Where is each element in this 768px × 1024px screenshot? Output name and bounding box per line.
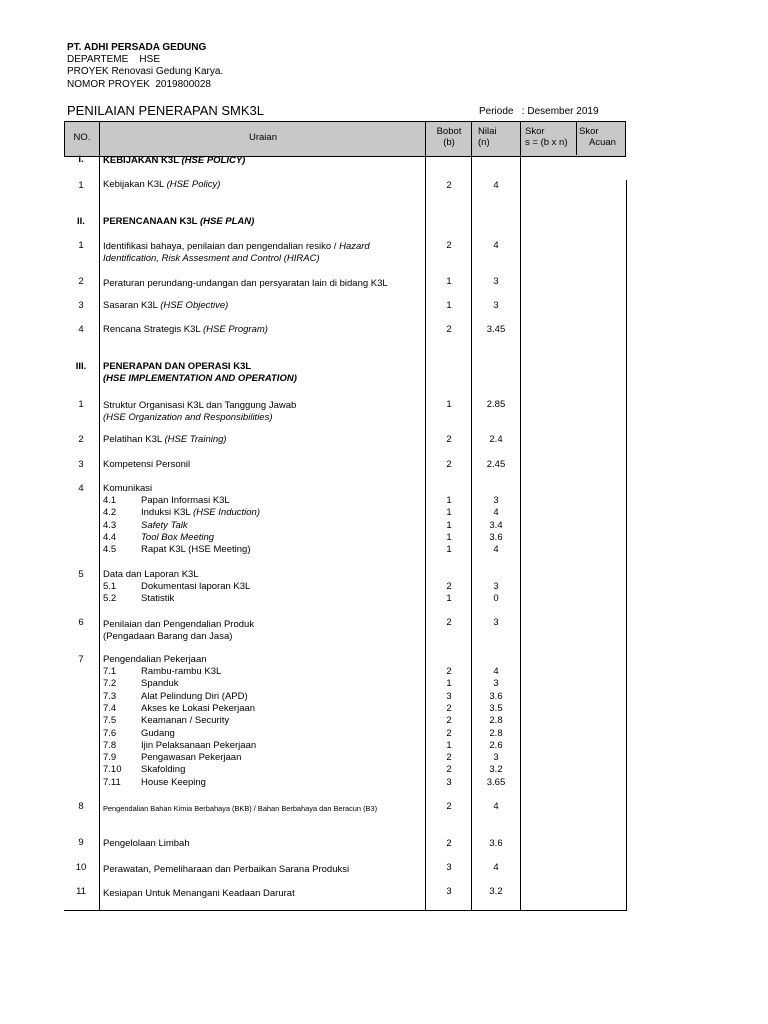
subitem-label: Akses ke Lokasi Pekerjaan (141, 702, 256, 714)
subitem-label: Rapat K3L (HSE Meeting) (141, 544, 251, 556)
row-nilai: 2.45 (486, 459, 506, 470)
row-description: Pengendalian Bahan Kimia Berbahaya (BKB) / Bahan Berbahaya dan Beracun (B3) (103, 804, 378, 813)
subitem-bobot: 3 (446, 690, 452, 702)
row-bobot: 2 (446, 801, 452, 812)
subitem-label: Statistik (141, 593, 175, 605)
subitem-code: 4.4 (103, 531, 117, 543)
section-number: III. (75, 361, 87, 372)
periode: Periode : Desember 2019 (479, 106, 599, 117)
subitem-bobot: 1 (446, 739, 452, 751)
row-nilai: 4 (493, 180, 499, 191)
row-number: 7 (78, 654, 84, 665)
subitem-code: 5.2 (103, 593, 117, 605)
row-number: 10 (75, 862, 87, 873)
subitem-code: 4.5 (103, 544, 117, 556)
subitem-nilai: 3 (493, 495, 499, 506)
header-uraian: Uraian (249, 132, 277, 143)
section-title: PENERAPAN DAN OPERASI K3L (HSE IMPLEMENTATION AND OPERATION) (103, 361, 297, 385)
subitem-code: 4.3 (103, 519, 117, 531)
row-description: Peraturan perundang-undangan dan persyaratan lain di bidang K3L (103, 278, 388, 289)
row-description: Sasaran K3L (HSE Objective) (103, 300, 229, 311)
row-description: Komunikasi (103, 483, 153, 494)
row-number: 1 (78, 399, 84, 410)
subitem-label: House Keeping (141, 776, 206, 788)
row-bobot: 3 (446, 862, 452, 873)
row-nilai: 3.6 (489, 838, 503, 849)
row-number: 3 (78, 459, 84, 470)
row-nilai: 2.4 (489, 434, 503, 445)
row-nilai: 3.45 (486, 324, 506, 335)
row-bobot: 2 (446, 180, 452, 191)
subitem-nilai: 3 (493, 581, 499, 592)
project-number: NOMOR PROYEK 2019800028 (67, 78, 211, 90)
subitem-code: 4.2 (103, 507, 117, 519)
subitem-code: 7.4 (103, 702, 117, 714)
header-skor: Skor s = (b x n) (525, 126, 568, 148)
subitem-nilai: 3.5 (489, 702, 503, 714)
row-description: Pengendalian Pekerjaan (103, 654, 207, 665)
row-description: Kesiapan Untuk Menangani Keadaan Darurat (103, 888, 295, 899)
subitem-code: 7.11 (103, 776, 121, 788)
row-bobot: 2 (446, 324, 452, 335)
subitem-code: 7.10 (103, 764, 122, 776)
row-number: 4 (78, 483, 84, 494)
subitem-code: 7.9 (103, 752, 117, 764)
subitem-label: Safety Talk (141, 519, 188, 531)
subitem-label: Ijin Pelaksanaan Pekerjaan (141, 739, 257, 751)
subitem-nilai: 2.6 (489, 739, 503, 751)
row-number: 11 (76, 886, 86, 897)
header-nilai: Nilai (n) (478, 126, 497, 148)
subitem-nilai: 3.2 (489, 764, 503, 776)
row-number: 3 (78, 300, 84, 311)
row-description: Pengelolaan Limbah (103, 838, 190, 849)
row-description: Data dan Laporan K3L (103, 569, 199, 580)
subitem-label: Keamanan / Security (141, 715, 230, 727)
row-nilai: 2.85 (486, 399, 506, 410)
row-number: 9 (78, 837, 84, 848)
row-number: 2 (78, 276, 84, 287)
subitem-bobot: 1 (446, 507, 452, 519)
subitem-bobot: 1 (446, 531, 452, 543)
row-nilai: 3.2 (489, 886, 503, 897)
subitem-bobot: 2 (446, 702, 452, 714)
section-title: PERENCANAAN K3L (HSE PLAN) (103, 216, 255, 227)
subitem-nilai: 3.6 (489, 690, 503, 702)
row-number: 1 (78, 240, 84, 251)
row-nilai: 3 (493, 617, 499, 628)
subitem-label: Alat Pelindung Diri (APD) (141, 690, 248, 702)
subitem-bobot: 2 (446, 727, 452, 739)
company-header (67, 42, 223, 91)
subitem-code: 5.1 (103, 581, 117, 592)
subitem-label: Pengawasan Pekerjaan (141, 752, 242, 764)
subitem-nilai: 2.8 (489, 715, 503, 727)
subitem-bobot: 1 (446, 593, 452, 605)
row-bobot: 1 (446, 276, 452, 287)
col-divider (520, 121, 521, 911)
subitem-nilai: 0 (493, 593, 499, 605)
page-title: PENILAIAN PENERAPAN SMK3L (67, 103, 264, 118)
subitem-code: 7.1 (103, 666, 117, 677)
row-description: Kebijakan K3L (HSE Policy) (103, 179, 221, 190)
subitem-label: Spanduk (141, 678, 179, 690)
subitem-code: 7.5 (103, 715, 117, 727)
row-description: Perawatan, Pemeliharaan dan Perbaikan Sarana Produksi (103, 864, 350, 875)
company-name: PT. ADHI PERSADA GEDUNG (67, 42, 207, 53)
row-description: Penilaian dan Pengendalian Produk (Pengadaan Barang dan Jasa) (103, 619, 255, 643)
subitem-nilai: 3.4 (489, 519, 503, 531)
subitem-bobot: 2 (446, 752, 452, 764)
subitem-label: Dokumentasi laporan K3L (141, 581, 251, 592)
row-nilai: 4 (493, 862, 499, 873)
row-description: Kompetensi Personil (103, 459, 191, 470)
subitem-nilai: 4 (493, 507, 499, 519)
subitem-code: 7.6 (103, 727, 117, 739)
subitem-nilai: 3 (493, 752, 499, 764)
subitem-bobot: 1 (446, 544, 452, 556)
subitem-code: 7.8 (103, 739, 117, 751)
row-bobot: 2 (446, 617, 452, 628)
subitem-nilai: 2.8 (489, 727, 503, 739)
row-bobot: 2 (446, 240, 452, 251)
row-nilai: 4 (493, 240, 499, 251)
table-bottom (64, 910, 626, 911)
subitem-code: 7.2 (103, 678, 117, 690)
subitem-bobot: 3 (446, 776, 452, 788)
header-bobot: Bobot (b) (436, 126, 462, 148)
row-bobot: 2 (446, 434, 452, 445)
subitem-bobot: 1 (446, 495, 452, 506)
subitem-label: Induksi K3L (HSE Induction) (141, 507, 260, 519)
row-number: 5 (78, 569, 84, 580)
subitem-nilai: 3.6 (489, 531, 503, 543)
subitem-nilai: 3.65 (486, 776, 506, 788)
header-no: NO. (73, 132, 91, 143)
subitem-label: Gudang (141, 727, 175, 739)
col-divider (99, 121, 100, 911)
subitem-bobot: 2 (446, 764, 452, 776)
subitem-nilai: 3 (493, 678, 499, 690)
subitem-nilai: 4 (493, 544, 499, 556)
subitem-nilai: 4 (493, 666, 499, 677)
subitem-code: 7.3 (103, 690, 117, 702)
row-bobot: 2 (446, 459, 452, 470)
subitem-bobot: 1 (446, 519, 452, 531)
row-bobot: 1 (446, 399, 452, 410)
row-number: 1 (78, 180, 84, 191)
subitem-label: Rambu-rambu K3L (141, 666, 222, 677)
project-name: PROYEK Renovasi Gedung Karya. (67, 66, 224, 78)
subitem-label: Papan Informasi K3L (141, 495, 230, 506)
subitem-bobot: 2 (446, 666, 452, 677)
section-title: KEBIJAKAN K3L (HSE POLICY) (103, 155, 246, 166)
subitem-bobot: 2 (446, 715, 452, 727)
subitem-label: Tool Box Meeting (141, 531, 215, 543)
row-description: Struktur Organisasi K3L dan Tanggung Jawab (HSE Organization and Responsibilities) (103, 400, 297, 424)
row-number: 2 (78, 434, 84, 445)
section-number: II. (77, 216, 85, 227)
row-number: 6 (78, 617, 84, 628)
subitem-code: 4.1 (103, 495, 117, 506)
row-bobot: 3 (446, 886, 452, 897)
row-description: Pelatihan K3L (HSE Training) (103, 434, 227, 445)
row-number: 8 (78, 801, 84, 812)
row-number: 4 (78, 324, 84, 335)
subitem-bobot: 2 (446, 581, 452, 592)
subitem-label: Skafolding (141, 764, 186, 776)
row-description: Rencana Strategis K3L (HSE Program) (103, 324, 268, 335)
department: DEPARTEME HSE (67, 54, 160, 66)
row-nilai: 4 (493, 801, 499, 812)
row-bobot: 2 (446, 838, 452, 849)
row-nilai: 3 (493, 276, 499, 287)
header-skor-acuan: Skor Acuan (579, 126, 616, 148)
subitem-bobot: 1 (446, 678, 452, 690)
section-number: I. (78, 154, 84, 165)
row-nilai: 3 (493, 300, 499, 311)
row-bobot: 1 (446, 300, 452, 311)
row-description: Identifikasi bahaya, penilaian dan pengendalian resiko / Hazard Identification, Risk Assesment and Control (HIRAC) (103, 241, 370, 265)
col-divider (626, 180, 627, 911)
